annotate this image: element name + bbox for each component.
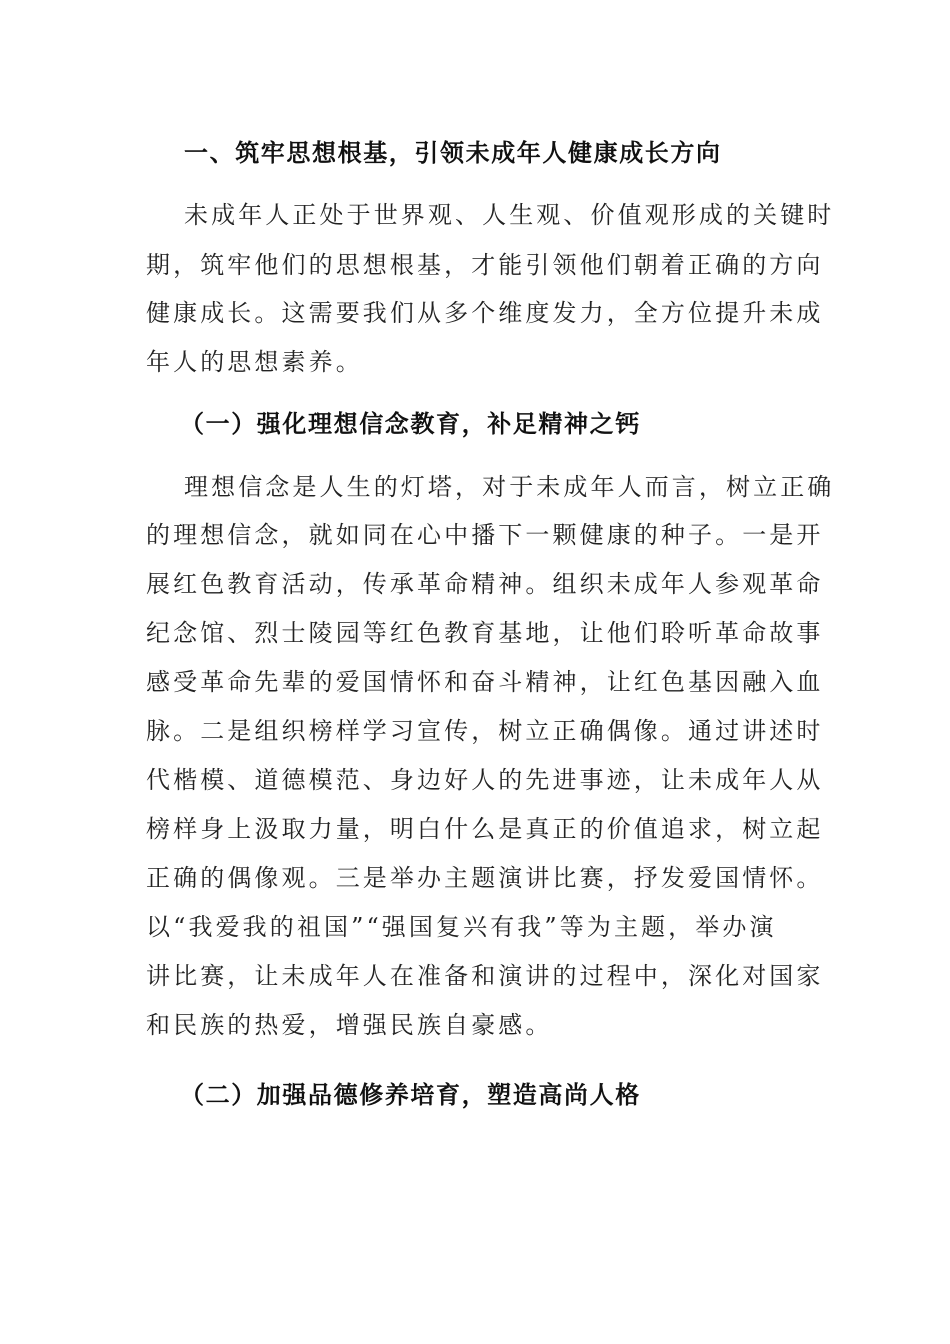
paragraph-line: 的理想信念，就如同在心中播下一颗健康的种子。一是开	[146, 521, 824, 549]
paragraph-line: 展红色教育活动，传承革命精神。组织未成年人参观革命	[146, 570, 824, 598]
subheading-1: （一）强化理想信念教育，补足精神之钙	[180, 409, 641, 438]
paragraph-line: 感受革命先辈的爱国情怀和奋斗精神，让红色基因融入血	[146, 668, 824, 696]
paragraph-line: 纪念馆、烈士陵园等红色教育基地，让他们聆听革命故事	[146, 619, 824, 647]
paragraph-line: 理想信念是人生的灯塔，对于未成年人而言，树立正确	[184, 473, 835, 501]
paragraph-line: 健康成长。这需要我们从多个维度发力，全方位提升未成	[146, 299, 824, 327]
paragraph-line: 以“我爱我的祖国”“强国复兴有我”等为主题，举办演	[146, 913, 777, 941]
paragraph-line: 年人的思想素养。	[146, 348, 363, 376]
paragraph-line: 未成年人正处于世界观、人生观、价值观形成的关键时	[184, 201, 835, 229]
paragraph-line: 和民族的热爱，增强民族自豪感。	[146, 1011, 553, 1039]
subheading-2: （二）加强品德修养培育，塑造高尚人格	[180, 1080, 641, 1109]
paragraph-line: 代楷模、道德模范、身边好人的先进事迹，让未成年人从	[146, 766, 824, 794]
paragraph-line: 脉。二是组织榜样学习宣传，树立正确偶像。通过讲述时	[146, 717, 824, 745]
main-heading: 一、筑牢思想根基，引领未成年人健康成长方向	[184, 138, 722, 167]
paragraph-line: 榜样身上汲取力量，明白什么是真正的价值追求，树立起	[146, 815, 824, 843]
paragraph-line: 讲比赛，让未成年人在准备和演讲的过程中，深化对国家	[146, 962, 824, 990]
paragraph-line: 期，筑牢他们的思想根基，才能引领他们朝着正确的方向	[146, 251, 824, 279]
paragraph-line: 正确的偶像观。三是举办主题演讲比赛，抒发爱国情怀。	[146, 864, 824, 892]
